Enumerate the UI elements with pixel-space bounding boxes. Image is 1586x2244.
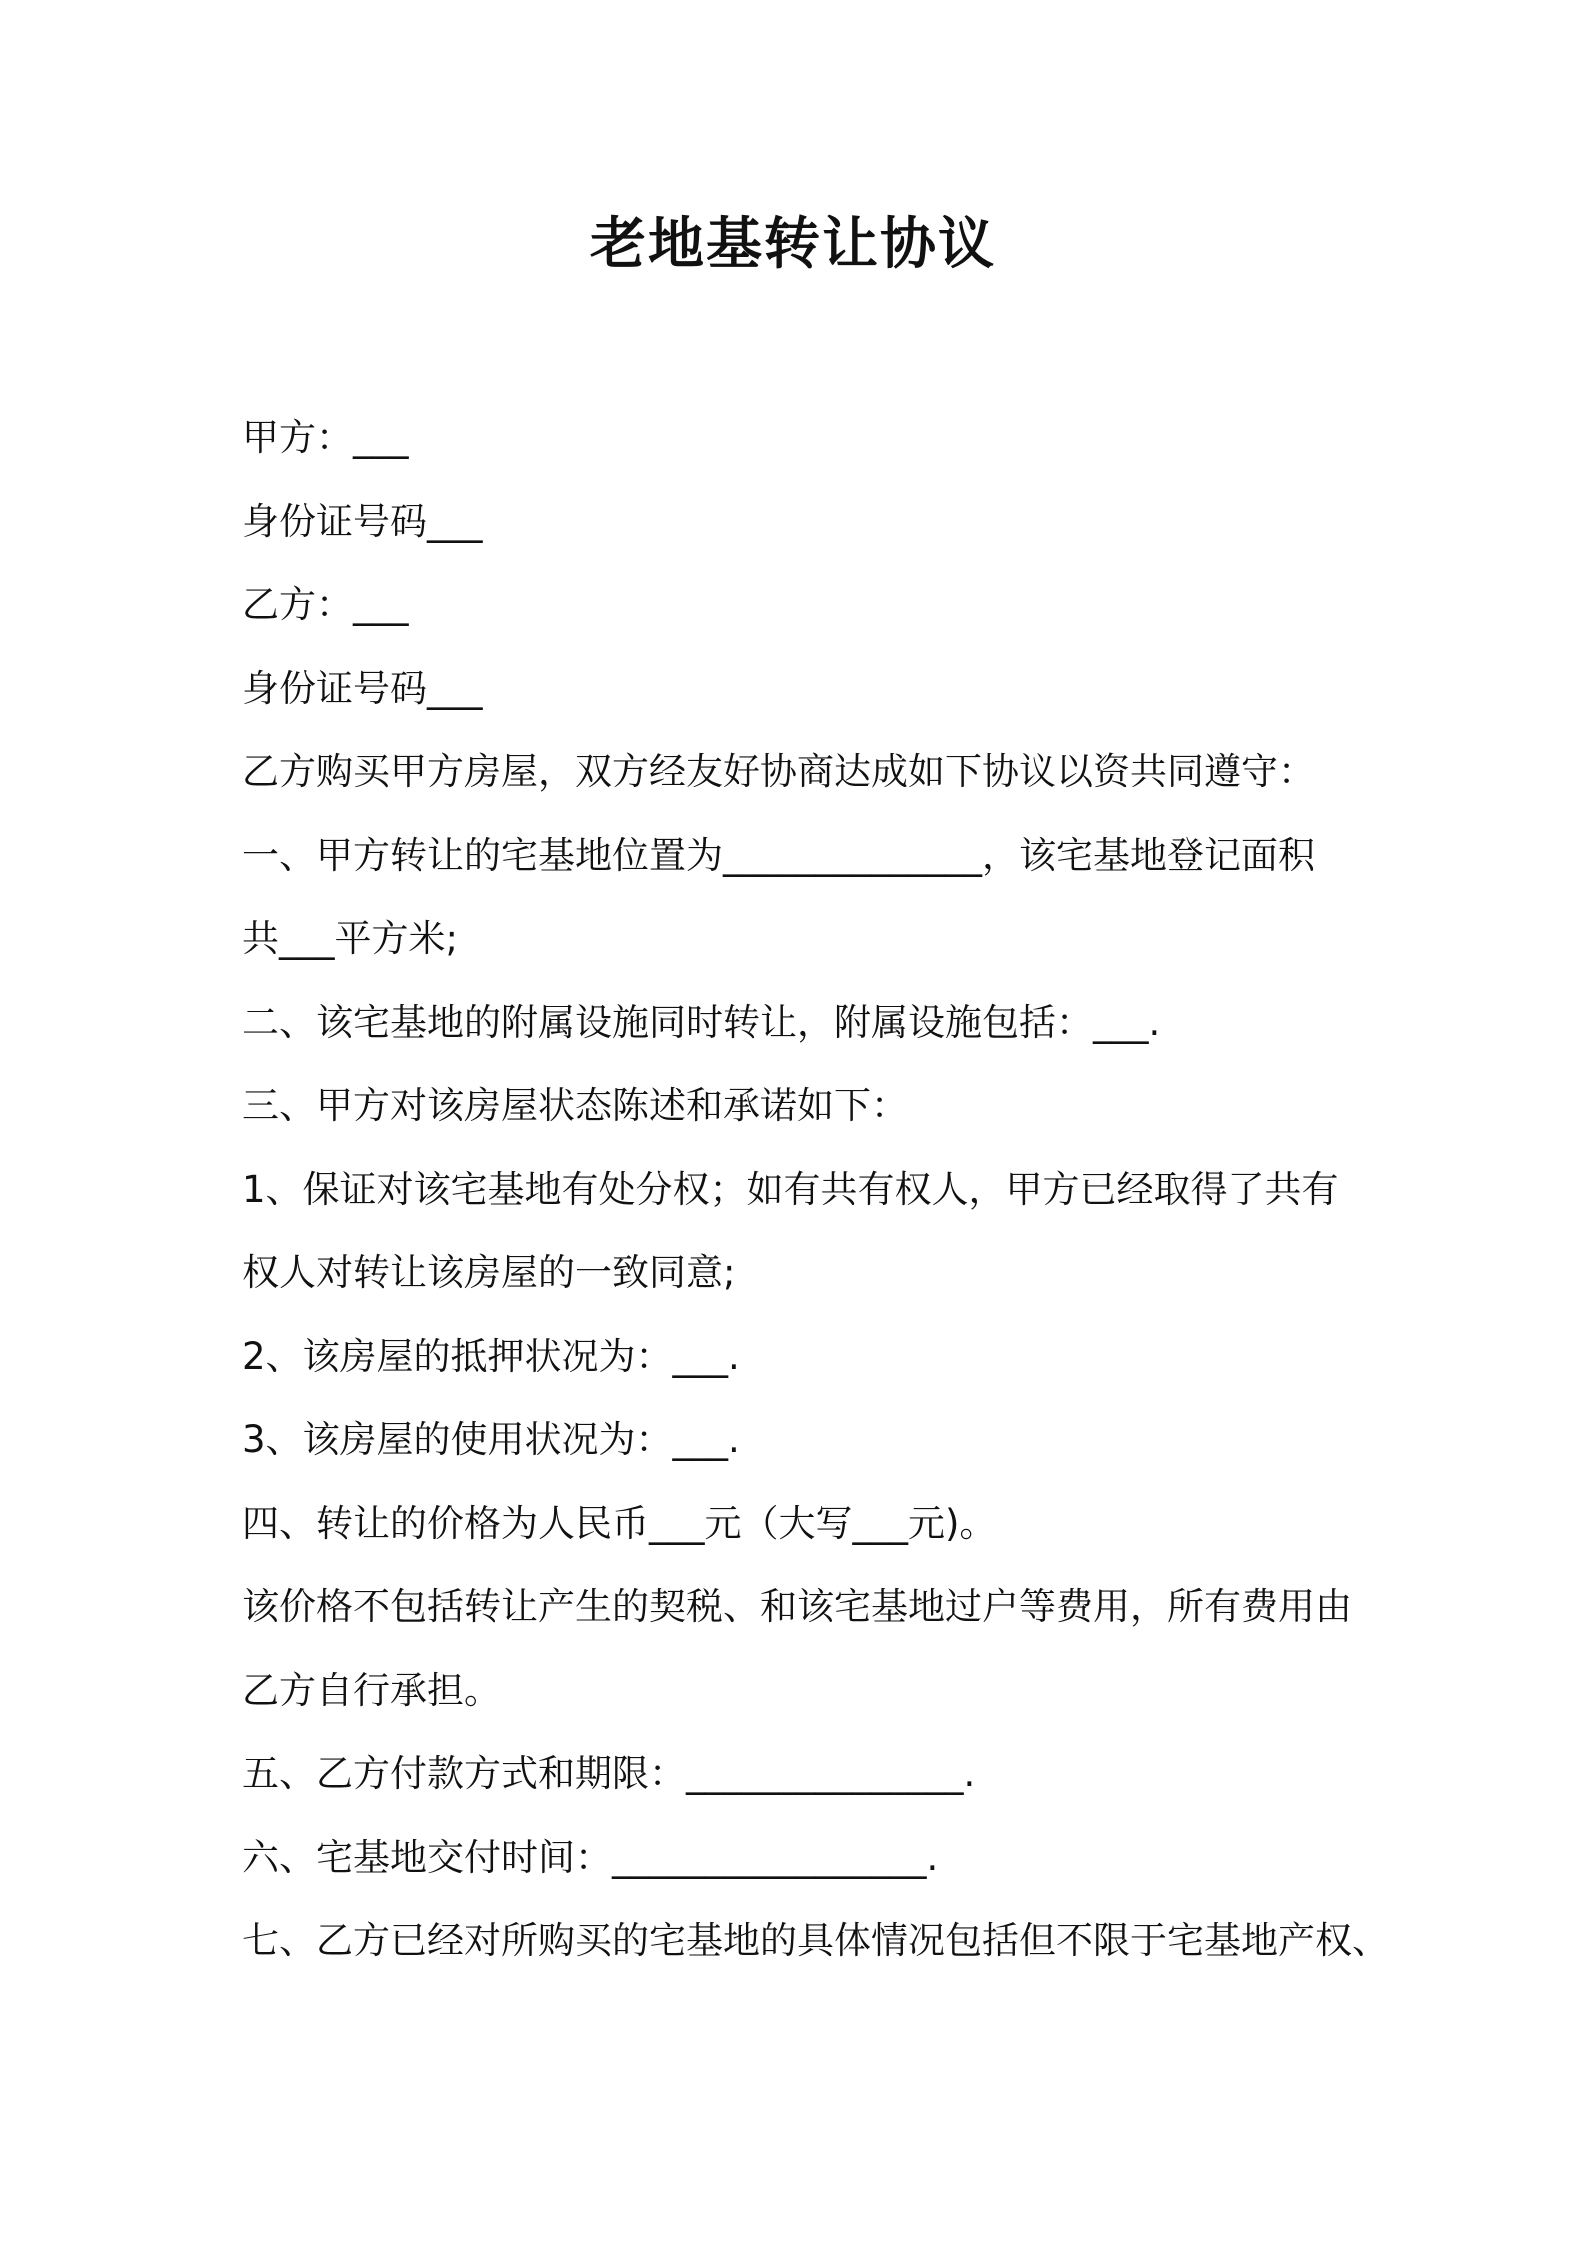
clause-6-line: 六、宅基地交付时间：_________________.	[242, 1835, 939, 1879]
clause-1-line: 一、甲方转让的宅基地位置为______________，该宅基地登记面积	[242, 833, 1315, 877]
party-a-line: 甲方：___	[242, 416, 409, 459]
clause-5-line: 五、乙方付款方式和期限：_______________.	[242, 1752, 976, 1795]
clause-1-line-cont: 共___平方米;	[242, 917, 458, 960]
party-b-id-line: 身份证号码___	[242, 666, 483, 710]
document-title: 老地基转让协议	[590, 212, 996, 277]
document-body	[242, 396, 1389, 1983]
clause-2-line: 二、该宅基地的附属设施同时转让，附属设施包括：___.	[242, 1000, 1161, 1044]
clause-3-item-1-line-cont: 权人对转让该房屋的一致同意;	[242, 1251, 736, 1294]
clause-4-note-line: 该价格不包括转让产生的契税、和该宅基地过户等费用，所有费用由	[242, 1585, 1352, 1628]
party-b-line: 乙方：___	[242, 583, 409, 626]
clause-3-item-1-line: 1、保证对该宅基地有处分权；如有共有权人，甲方已经取得了共有	[242, 1167, 1339, 1211]
clause-4-line: 四、转让的价格为人民币___元（大写___元)。	[242, 1501, 997, 1545]
party-a-id-line: 身份证号码___	[242, 499, 483, 543]
preamble-line: 乙方购买甲方房屋，双方经友好协商达成如下协议以资共同遵守：	[242, 750, 1315, 793]
clause-3-item-3-line: 3、该房屋的使用状况为：___.	[242, 1418, 740, 1461]
clause-3-line: 三、甲方对该房屋状态陈述和承诺如下：	[242, 1084, 908, 1127]
clause-7-line: 七、乙方已经对所购买的宅基地的具体情况包括但不限于宅基地产权、	[242, 1919, 1389, 1962]
clause-4-note-line-cont: 乙方自行承担。	[242, 1668, 501, 1712]
clause-3-item-2-line: 2、该房屋的抵押状况为：___.	[242, 1334, 740, 1378]
